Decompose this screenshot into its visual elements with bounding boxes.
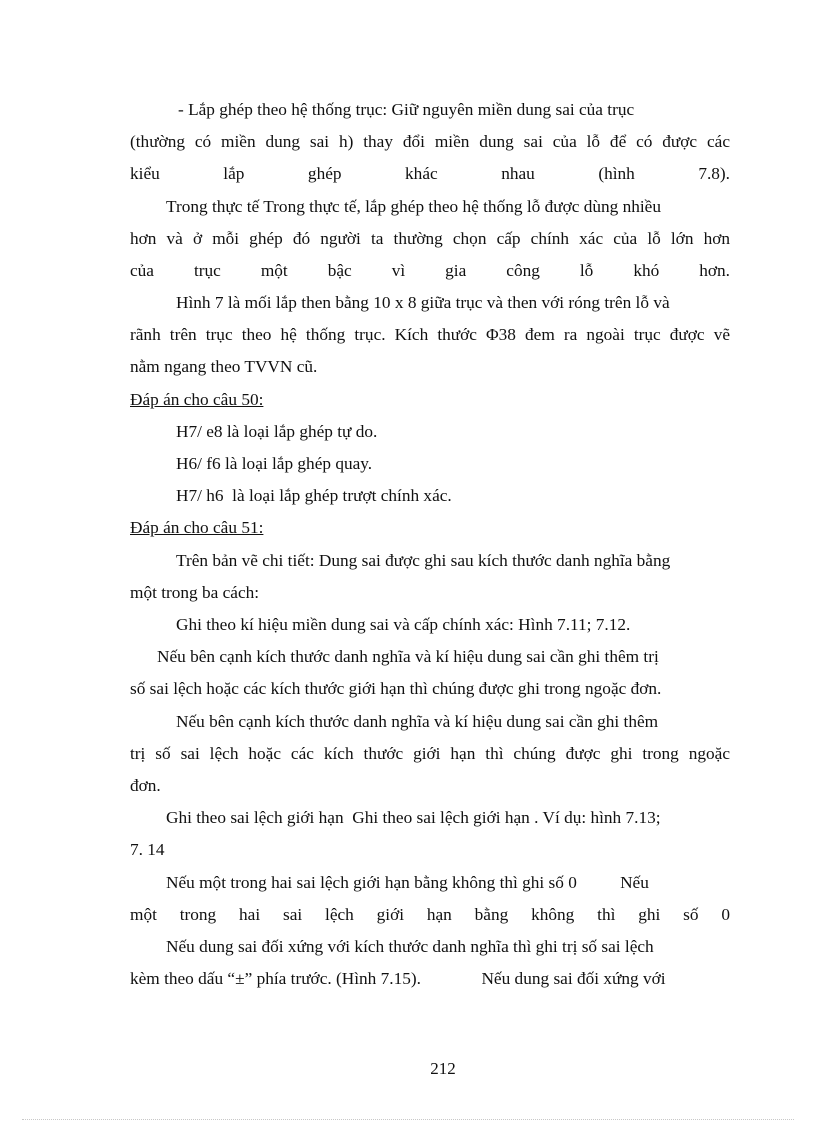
text-line: một trong hai sai lệch giới hạn bằng không thì ghi số 0 [130, 905, 730, 924]
text-line: Nếu một trong hai sai lệch giới hạn bằng không thì ghi số 0 Nếu [166, 873, 649, 892]
text-line: của trục một bậc vì gia công lỗ khó hơn. [130, 261, 730, 280]
page-bottom-divider [22, 1119, 794, 1120]
text-line: Trên bản vẽ chi tiết: Dung sai được ghi sau kích thước danh nghĩa bằng [176, 551, 671, 570]
text-line: đơn. [130, 776, 161, 795]
text-line: H7/ e8 là loại lắp ghép tự do. [176, 422, 378, 441]
text-line: Nếu bên cạnh kích thước danh nghĩa và kí hiệu dung sai cần ghi thêm [176, 712, 659, 731]
text-line: Ghi theo kí hiệu miền dung sai và cấp chính xác: Hình 7.11; 7.12. [176, 615, 631, 634]
text-line: hơn và ở mỗi ghép đó người ta thường chọn cấp chính xác của lỗ lớn hơn [130, 229, 730, 248]
text-line: kèm theo dấu “±” phía trước. (Hình 7.15). Nếu dung sai đối xứng với [130, 969, 666, 988]
section-heading: Đáp án cho câu 51: [130, 518, 264, 537]
text-line: trị số sai lệch hoặc các kích thước giới hạn thì chúng được ghi trong ngoặc [130, 744, 730, 763]
text-line: (thường có miền dung sai h) thay đổi miền dung sai của lỗ để có được các [130, 132, 730, 151]
text-line: H6/ f6 là loại lắp ghép quay. [176, 454, 373, 473]
text-line: Trong thực tế Trong thực tế, lắp ghép theo hệ thống lỗ được dùng nhiều [166, 197, 661, 216]
text-line: H7/ h6 là loại lắp ghép trượt chính xác. [176, 486, 452, 505]
text-line: 7. 14 [130, 840, 165, 859]
text-line: rãnh trên trục theo hệ thống trục. Kích thước Φ38 đem ra ngoài trục được vẽ [130, 325, 730, 344]
text-line: - Lắp ghép theo hệ thống trục: Giữ nguyên miền dung sai của trục [178, 100, 635, 119]
text-line: số sai lệch hoặc các kích thước giới hạn thì chúng được ghi trong ngoặc đơn. [130, 679, 662, 698]
section-heading: Đáp án cho câu 50: [130, 390, 264, 409]
text-line: Hình 7 là mối lắp then bằng 10 x 8 giữa trục và then với róng trên lỗ và [176, 293, 670, 312]
text-line: kiểu lắp ghép khác nhau (hình 7.8). [130, 164, 730, 183]
text-line: một trong ba cách: [130, 583, 260, 602]
text-line: Ghi theo sai lệch giới hạn Ghi theo sai lệch giới hạn . Ví dụ: hình 7.13; [166, 808, 661, 827]
page-number: 212 [430, 1059, 456, 1078]
text-line: Nếu bên cạnh kích thước danh nghĩa và kí hiệu dung sai cần ghi thêm trị [157, 647, 659, 666]
text-line: Nếu dung sai đối xứng với kích thước danh nghĩa thì ghi trị số sai lệch [166, 937, 654, 956]
text-line: nằm ngang theo TVVN cũ. [130, 357, 318, 376]
